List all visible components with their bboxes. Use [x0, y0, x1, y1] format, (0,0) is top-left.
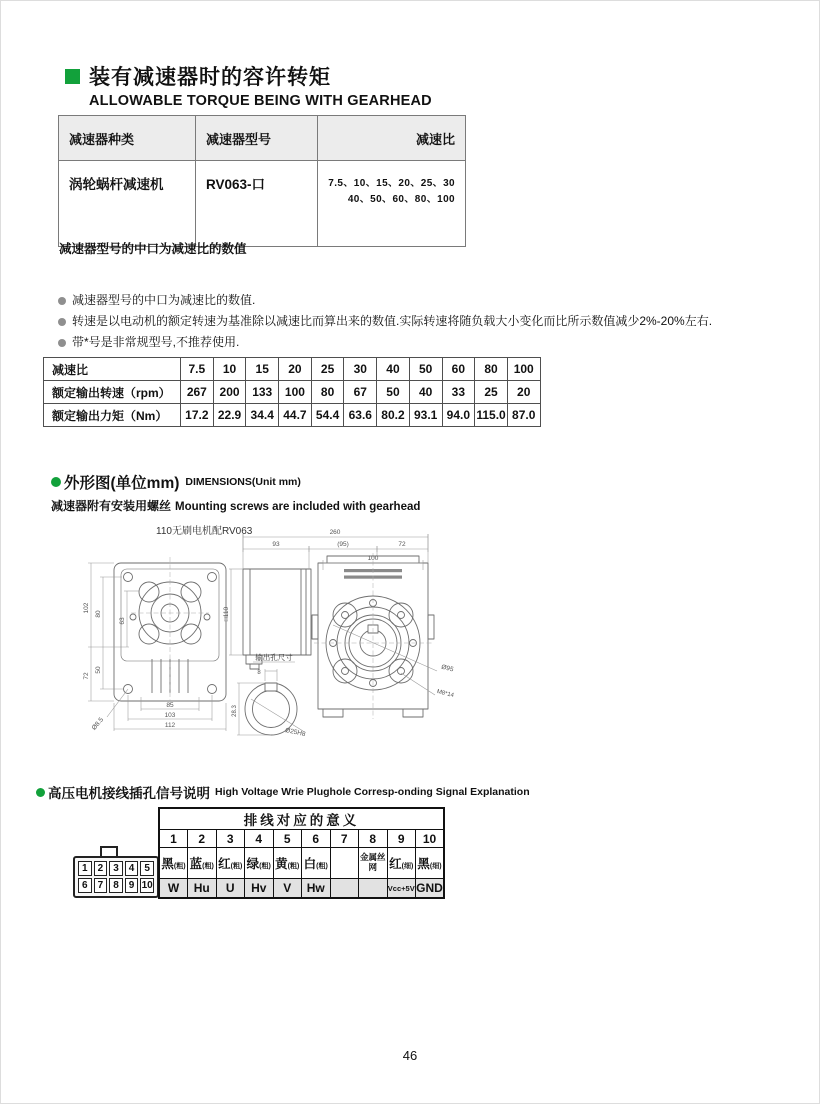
- ratio-value-cell: 22.9: [213, 404, 246, 427]
- drawing-dimension-lines: [88, 534, 437, 735]
- dim-front-lower-2: 50: [95, 666, 102, 674]
- ratio-value-cell: 33: [442, 381, 475, 404]
- signal-section-header: [36, 782, 530, 802]
- pin-signal-table: [158, 807, 445, 899]
- notes-list: [58, 290, 712, 353]
- ratio-value-cell: 10: [213, 358, 246, 381]
- ratio-value-cell: 80: [475, 358, 508, 381]
- dim-front-height: 102: [83, 602, 90, 614]
- dim-front-width-1: 85: [166, 702, 174, 709]
- dim-gear-length: (95): [337, 541, 349, 548]
- dimension-drawing: [71, 513, 641, 753]
- ratio-value-cell: 94.0: [442, 404, 475, 427]
- wire-color-name: 金属丝网: [359, 852, 386, 872]
- ratio-value-cell: 63.6: [344, 404, 377, 427]
- ratio-value-cell: 34.4: [246, 404, 279, 427]
- drawing-outlines: [114, 556, 434, 735]
- connector-pin: 9: [125, 878, 139, 893]
- wire-color-cell: [359, 848, 388, 879]
- pin-number-cell: 8: [359, 830, 388, 848]
- dim-flange-width: 100: [367, 555, 379, 562]
- ratio-line-1: 7.5、10、15、20、25、30: [328, 178, 455, 189]
- wire-color-name: 黑: [161, 857, 174, 871]
- dimensions-subtitle-en: Mounting screws are included with gearhead: [175, 501, 421, 513]
- ratio-value-cell: 25: [311, 358, 344, 381]
- dim-output-length: 72: [398, 541, 406, 548]
- gearhead-ratio-cell: [318, 161, 466, 247]
- signal-cell: Hu: [188, 879, 217, 899]
- wire-color-cell: [273, 848, 302, 879]
- note-text: 转速是以电动机的额定转速为基准除以减速比而算出来的数值.实际转速将随负载大小变化而比所示数值减少2%-20%左右.: [72, 314, 713, 328]
- dim-front-width-2: 103: [164, 712, 176, 719]
- ratio-row-label: 额定输出力矩（Nm）: [44, 404, 181, 427]
- dim-motor-square: □110: [223, 606, 230, 622]
- ratio-value-cell: 100: [507, 358, 540, 381]
- connector-row: [77, 877, 155, 894]
- ratio-row-label: 额定输出转速（rpm）: [44, 381, 181, 404]
- ratio-value-cell: 40: [377, 358, 410, 381]
- signal-cell: GND: [416, 879, 445, 899]
- wire-thickness-tag: (粗): [202, 863, 214, 870]
- connector-pin: 4: [125, 861, 139, 876]
- signal-title-en: High Voltage Wrie Plughole Corresp-onding Signal Explanation: [215, 786, 530, 798]
- bullet-icon: [58, 318, 66, 326]
- dimensions-title-en: DIMENSIONS(Unit mm): [185, 476, 301, 488]
- wire-thickness-tag: (粗): [287, 863, 300, 870]
- wire-color-cell: [188, 848, 217, 879]
- connector-pin: 10: [141, 880, 153, 891]
- ratio-value-cell: 80: [311, 381, 344, 404]
- dim-shaft-depth: 28.3: [232, 705, 238, 717]
- connector-pin: 2: [94, 861, 108, 876]
- dim-front-lower: 72: [83, 672, 90, 680]
- signal-cell: Hw: [302, 879, 331, 899]
- page-title-zh: 装有减速器时的容许转矩: [89, 66, 331, 89]
- ratio-value-cell: 17.2: [181, 404, 214, 427]
- ratio-value-cell: 60: [442, 358, 475, 381]
- drawing-title: 110无刷电机配RV063: [156, 526, 253, 537]
- connector-pin: 3: [109, 861, 123, 876]
- note-text: 减速器型号的中口为减速比的数值.: [72, 293, 256, 307]
- title-block: [65, 61, 432, 109]
- wire-color-cell: [245, 848, 274, 879]
- wire-color-name: 绿: [246, 857, 260, 871]
- green-dot-icon: [51, 477, 61, 487]
- connector-pin: 5: [140, 861, 154, 876]
- pin-table-title-row: [159, 808, 444, 830]
- pin-number-cell: 9: [387, 830, 416, 848]
- pin-number-cell: 7: [330, 830, 359, 848]
- wire-thickness-tag: (细): [401, 863, 414, 870]
- pin-number-cell: 2: [188, 830, 217, 848]
- note-item: [58, 290, 712, 311]
- note-item: [58, 311, 712, 332]
- green-square-icon: [65, 69, 80, 84]
- pin-number-cell: 10: [416, 830, 445, 848]
- ratio-spec-table: [43, 357, 541, 427]
- ratio-value-cell: 93.1: [409, 404, 442, 427]
- pin-number-cell: 3: [216, 830, 245, 848]
- ratio-value-cell: 50: [377, 381, 410, 404]
- ratio-row-label: 减速比: [44, 358, 181, 381]
- connector-tab: [100, 846, 118, 856]
- pin-table-title: 排线对应的意义: [159, 808, 444, 830]
- ratio-value-cell: 54.4: [311, 404, 344, 427]
- ratio-value-cell: 133: [246, 381, 279, 404]
- signal-cell: [359, 879, 388, 899]
- col-gearhead-model: 减速器型号: [196, 116, 318, 161]
- connector-pin: 8: [109, 878, 123, 893]
- signal-cell: V: [273, 879, 302, 899]
- ratio-value-cell: 44.7: [279, 404, 312, 427]
- bullet-icon: [58, 297, 66, 305]
- signal-cell: W: [159, 879, 188, 899]
- signal-row: [159, 879, 444, 899]
- wire-color-cell: [416, 848, 445, 879]
- wire-thickness-tag: (粗): [316, 863, 328, 870]
- dimensions-subtitle-zh: 减速器附有安装用螺丝: [51, 499, 172, 513]
- connector-pin: 6: [78, 878, 92, 893]
- ratio-value-cell: 30: [344, 358, 377, 381]
- wire-thickness-tag: (细): [429, 863, 442, 870]
- dim-total: 260: [329, 529, 341, 536]
- note-text: 带*号是非常规型号,不推荐使用.: [72, 335, 240, 349]
- col-gearhead-type: 减速器种类: [59, 116, 196, 161]
- signal-cell: Hv: [245, 879, 274, 899]
- ratio-value-cell: 7.5: [181, 358, 214, 381]
- green-dot-icon: [36, 788, 45, 797]
- pin-number-cell: 4: [245, 830, 274, 848]
- ratio-value-cell: 40: [409, 381, 442, 404]
- dim-mount-hole: Ø8.5: [90, 716, 106, 732]
- ratio-value-cell: 100: [279, 381, 312, 404]
- dim-key-width: 8: [257, 670, 261, 676]
- ratio-value-cell: 25: [475, 381, 508, 404]
- plug-connector-icon: [73, 846, 159, 898]
- gearhead-model-cell: RV063-口: [196, 161, 318, 247]
- gearhead-table: [58, 115, 466, 247]
- gearhead-table-caption: 减速器型号的中口为减速比的数值: [59, 242, 247, 256]
- ratio-value-cell: 200: [213, 381, 246, 404]
- ratio-value-cell: 115.0: [475, 404, 508, 427]
- ratio-line-2: 40、50、60、80、100: [347, 194, 455, 205]
- wire-thickness-tag: (粗): [259, 863, 271, 870]
- wire-color-cell: [159, 848, 188, 879]
- connector-pin: 1: [78, 861, 92, 876]
- dim-front-height-2: 80: [95, 610, 102, 618]
- wire-color-cell: [387, 848, 416, 879]
- wire-color-name: 红: [389, 857, 402, 871]
- wire-color-cell: [330, 848, 359, 879]
- ratio-table-row: [44, 381, 541, 404]
- connector-row: [77, 860, 155, 877]
- wire-thickness-tag: (粗): [173, 863, 186, 870]
- gearhead-table-row: [59, 161, 466, 247]
- ratio-value-cell: 15: [246, 358, 279, 381]
- ratio-table-row: [44, 404, 541, 427]
- page-number: 46: [402, 1048, 418, 1063]
- dim-motor-length: 93: [272, 541, 280, 548]
- wire-color-cell: [216, 848, 245, 879]
- gearhead-table-header-row: [59, 116, 466, 161]
- signal-cell: [330, 879, 359, 899]
- ratio-value-cell: 267: [181, 381, 214, 404]
- ratio-value-cell: 87.0: [507, 404, 540, 427]
- pin-number-cell: 5: [273, 830, 302, 848]
- ratio-value-cell: 50: [409, 358, 442, 381]
- gearhead-type-cell: 涡轮蜗杆减速机: [59, 161, 196, 247]
- wire-color-name: 黑: [417, 857, 430, 871]
- page-title-en: ALLOWABLE TORQUE BEING WITH GEARHEAD: [89, 93, 432, 109]
- signal-cell: U: [216, 879, 245, 899]
- dim-flange-diameter: Ø95: [440, 663, 455, 674]
- dim-bolt-spec: M8*14: [436, 689, 455, 700]
- dimensions-section-header: [51, 471, 420, 514]
- ratio-value-cell: 20: [279, 358, 312, 381]
- ratio-value-cell: 67: [344, 381, 377, 404]
- pin-number-cell: 1: [159, 830, 188, 848]
- dim-front-width-3: 112: [164, 722, 176, 729]
- bullet-icon: [58, 339, 66, 347]
- wire-color-cell: [302, 848, 331, 879]
- ratio-value-cell: 80.2: [377, 404, 410, 427]
- wire-color-name: 红: [218, 857, 231, 871]
- wire-color-row: [159, 848, 444, 879]
- wire-thickness-tag: (粗): [230, 863, 243, 870]
- ratio-value-cell: 20: [507, 381, 540, 404]
- signal-cell: Vcc+5V: [387, 879, 416, 899]
- col-reduction-ratio: 减速比: [318, 116, 466, 161]
- dimensions-title-zh: 外形图(单位mm): [64, 475, 180, 492]
- shaft-detail-label: 输出孔尺寸: [255, 653, 293, 662]
- wire-color-name: 白: [303, 857, 317, 871]
- ratio-table-row: [44, 358, 541, 381]
- connector-body: [73, 856, 159, 898]
- wire-color-name: 蓝: [189, 857, 203, 871]
- dim-front-height-3: 63: [119, 617, 126, 625]
- wire-color-name: 黄: [275, 857, 288, 871]
- note-item: [58, 332, 712, 353]
- pin-number-row: [159, 830, 444, 848]
- pin-number-cell: 6: [302, 830, 331, 848]
- signal-title-zh: 高压电机接线插孔信号说明: [48, 786, 210, 801]
- connector-pin: 7: [94, 878, 108, 893]
- dim-bore: Ø25H8: [284, 726, 307, 739]
